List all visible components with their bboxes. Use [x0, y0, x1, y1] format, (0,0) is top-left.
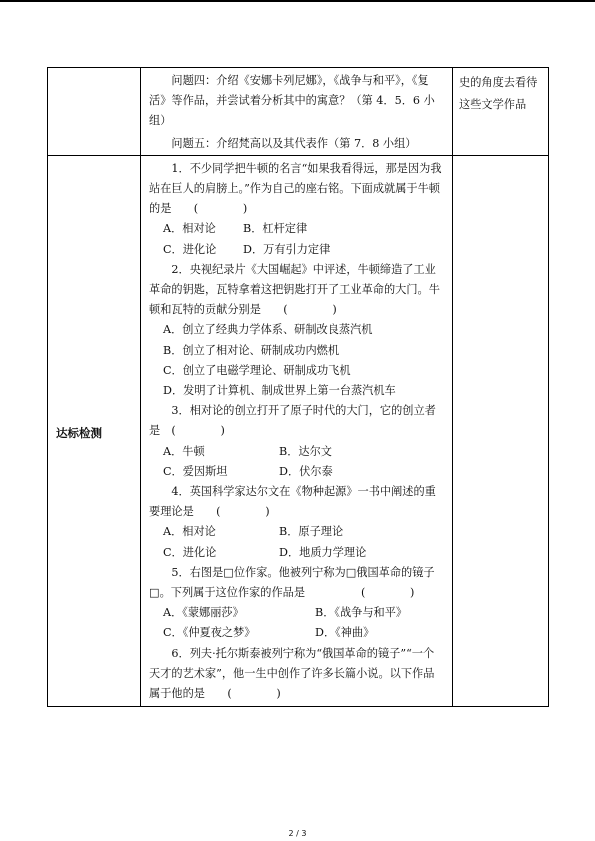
discussion-q5: 问题五：介绍梵高以及其代表作（第 7．8 小组） [171, 136, 417, 150]
discussion-q4: 问题四：介绍《安娜卡列尼娜》，《战争与和平》，《复活》等作品，并尝试着分析其中的寓意？（第 4．5．6 小组） [149, 74, 435, 128]
option: C．爱因斯坦 [163, 464, 228, 478]
option: C．《仲夏夜之梦》 [163, 626, 256, 640]
section-label: 达标检测 [56, 425, 102, 440]
right-note-cell [453, 68, 549, 156]
option: D．《神曲》 [315, 626, 375, 640]
option: A．牛顿 [163, 444, 205, 458]
discussion-cell [141, 68, 453, 156]
option: C．进化论 [163, 242, 217, 256]
option: D．万有引力定律 [243, 242, 331, 256]
question-3-stem: 3．相对论的创立打开了原子时代的大门，它的创立者是 ( ) [149, 404, 436, 438]
question-1-stem: 1．不少同学把牛顿的名言“如果我看得远，那是因为我站在巨人的肩膀上。”作为自己的座右铭。下面成就属于牛顿的是 ( ) [149, 161, 442, 216]
question-5-options-row-1 [149, 603, 444, 623]
lesson-table [47, 67, 549, 707]
question-3-options-row-1 [149, 442, 444, 462]
option: C．进化论 [163, 545, 217, 559]
option: A．相对论 [163, 525, 216, 539]
question-6-stem: 6．列夫·托尔斯泰被列宁称为“俄国革命的镜子”“一个天才的艺术家”，他一生中创作了许多长篇小说。以下作品属于他的是 ( ) [149, 646, 435, 701]
empty-label-cell [48, 68, 141, 156]
question-1-options-row-2 [149, 240, 444, 260]
option: B．《战争与和平》 [315, 606, 408, 620]
question-4-options-row-1 [149, 522, 444, 542]
questions-cell [141, 155, 453, 706]
option: D．伏尔泰 [279, 464, 333, 478]
option: C．创立了电磁学理论、研制成功飞机 [163, 363, 351, 377]
option: B．创立了相对论、研制成功内燃机 [163, 343, 340, 357]
option: D．发明了计算机、制成世界上第一台蒸汽机车 [163, 384, 396, 398]
option: A．相对论 [163, 222, 216, 236]
option: B．杠杆定律 [243, 222, 308, 236]
question-3-options-row-2 [149, 462, 444, 482]
option: B．原子理论 [279, 525, 344, 539]
option: A．《蒙娜丽莎》 [163, 606, 244, 620]
question-4-stem: 4．英国科学家达尔文在《物种起源》一书中阐述的重要理论是 ( ) [149, 485, 436, 519]
question-5-stem: 5．右图是□位作家。他被列宁称为□俄国革命的镜子□。下列属于这位作家的作品是 ( ) [149, 565, 435, 600]
option: B．达尔文 [279, 444, 332, 458]
option: A．创立了经典力学体系、研制改良蒸汽机 [163, 323, 373, 337]
assessment-row [48, 155, 549, 706]
question-4-options-row-2 [149, 543, 444, 563]
question-1-options-row-1 [149, 219, 444, 239]
empty-right-cell [453, 155, 549, 706]
section-label-cell [48, 155, 141, 706]
header-rule [0, 0, 595, 2]
question-2-stem: 2．央视纪录片《大国崛起》中评述，牛顿缔造了工业革命的钥匙，瓦特拿着这把钥匙打开了工业革命的大门。牛顿和瓦特的贡献分别是 ( ) [149, 262, 440, 317]
discussion-row [48, 68, 549, 156]
question-5-options-row-2 [149, 623, 444, 643]
page-number: 2 / 3 [288, 829, 307, 838]
right-note: 史的角度去看待这些文学作品 [459, 76, 538, 111]
option: D．地质力学理论 [279, 545, 367, 559]
